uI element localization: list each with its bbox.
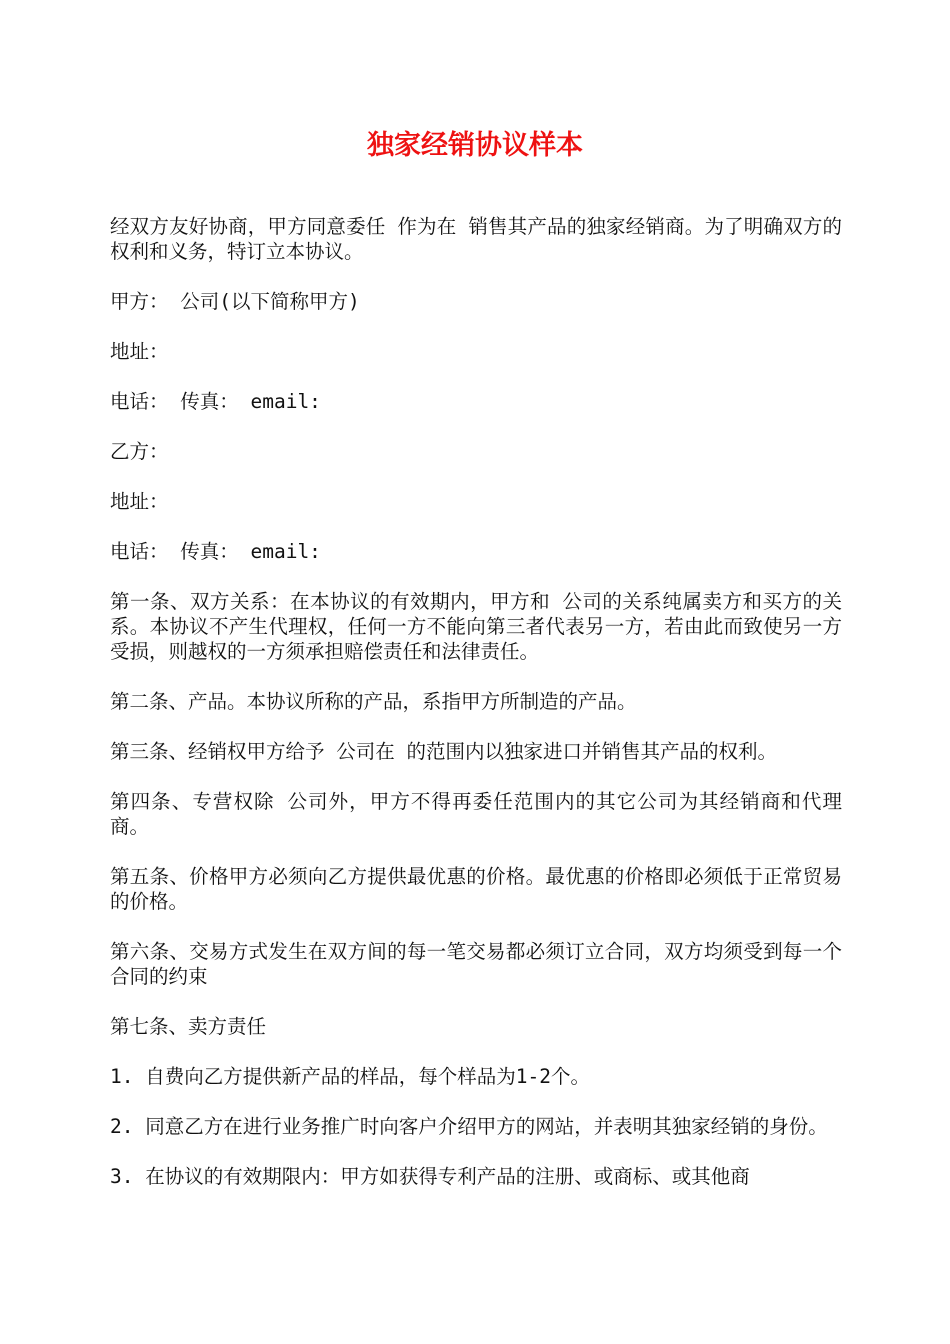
party-b-contact-line: 电话： 传真： email: bbox=[110, 540, 321, 563]
list-item-1: 1. 自费向乙方提供新产品的样品，每个样品为1-2个。 bbox=[110, 1065, 590, 1088]
document-title: 独家经销协议样本 bbox=[367, 130, 583, 161]
article-5-paragraph: 第五条、价格甲方必须向乙方提供最优惠的价格。最优惠的价格即必须低于正常贸易的价格。 bbox=[110, 865, 842, 913]
party-a-contact-line: 电话： 传真： email: bbox=[110, 390, 321, 413]
intro-paragraph: 经双方友好协商，甲方同意委任 作为在 销售其产品的独家经销商。为了明确双方的权利和义务，特订立本协议。 bbox=[110, 215, 842, 263]
party-a-address-line: 地址： bbox=[110, 340, 169, 363]
article-1-paragraph: 第一条、双方关系：在本协议的有效期内，甲方和 公司的关系纯属卖方和买方的关系。本协议不产生代理权，任何一方不能向第三者代表另一方，若由此而致使另一方受损，则越权的一方须承担赔偿责任和法律责任。 bbox=[110, 590, 842, 663]
article-2-paragraph: 第二条、产品。本协议所称的产品，系指甲方所制造的产品。 bbox=[110, 690, 637, 713]
list-item-2: 2. 同意乙方在进行业务推广时向客户介绍甲方的网站，并表明其独家经销的身份。 bbox=[110, 1115, 828, 1138]
article-4-paragraph: 第四条、专营权除 公司外，甲方不得再委任范围内的其它公司为其经销商和代理商。 bbox=[110, 790, 842, 838]
article-6-paragraph: 第六条、交易方式发生在双方间的每一笔交易都必须订立合同，双方均须受到每一个合同的约束 bbox=[110, 940, 842, 988]
document-body bbox=[110, 214, 842, 1214]
article-3-paragraph: 第三条、经销权甲方给予 公司在 的范围内以独家进口并销售其产品的权利。 bbox=[110, 740, 777, 763]
article-7-heading: 第七条、卖方责任 bbox=[110, 1015, 267, 1038]
list-item-3: 3. 在协议的有效期限内：甲方如获得专利产品的注册、或商标、或其他商 bbox=[110, 1165, 750, 1188]
party-b-address-line: 地址： bbox=[110, 490, 169, 513]
party-a-line: 甲方： 公司(以下简称甲方) bbox=[110, 290, 360, 313]
party-b-line: 乙方： bbox=[110, 440, 169, 463]
